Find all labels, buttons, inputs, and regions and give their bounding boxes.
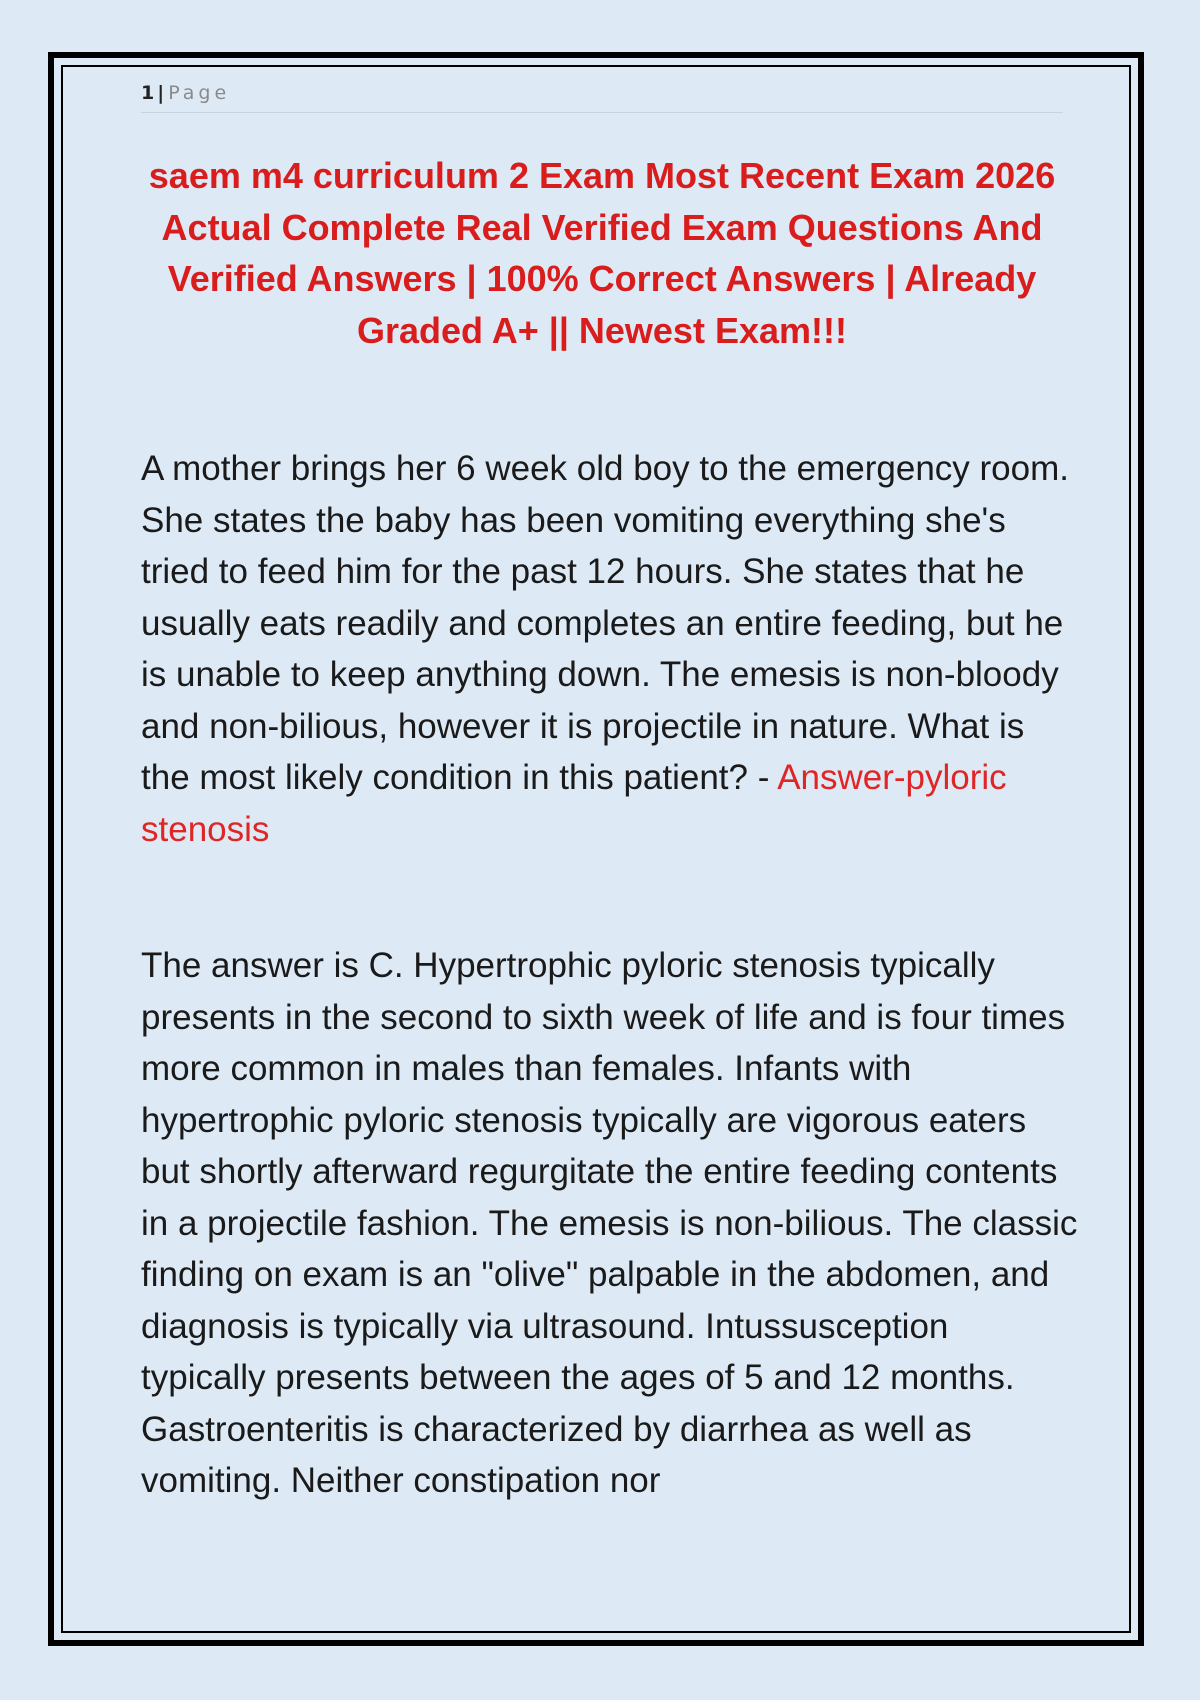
page-number: 1 [141, 82, 155, 104]
document-title: saem m4 curriculum 2 Exam Most Recent Exam 2026 Actual Complete Real Verified Exam Questions And Verified Answers | 100% Correct Answers | Already Graded A+ || Newest Exam!!! [148, 155, 1056, 351]
answer-text: Answer-pyloric stenosis [141, 758, 1007, 849]
question-text: A mother brings her 6 week old boy to the emergency room. She states the baby has been vomiting everything she's tried to feed him for the past 12 hours. She states that he usually eats readily and completes an entire feeding, but he is unable to keep anything down. The emesis is non-bloody and non-bilious, however it is projectile in nature. What is the most likely condition in this patient? - [141, 449, 1069, 797]
page-separator: | [157, 82, 165, 104]
page-header [141, 80, 1063, 113]
page-label: Page [168, 82, 231, 104]
explanation-paragraph: The answer is C. Hypertrophic pyloric stenosis typically presents in the second to sixth week of life and is four times more common in males than females. Infants with hypertrophic pyloric stenosis typically are vigorous eaters but shortly afterward regurgitate the entire feeding contents in a projectile fashion. The emesis is non-bilious. The classic finding on exam is an "olive" palpable in the abdomen, and diagnosis is typically via ultrasound. Intussusception typically presents between the ages of 5 and 12 months. Gastroenteritis is characterized by diarrhea as well as vomiting. Neither constipation nor [141, 946, 1078, 1500]
question-paragraph [141, 443, 1081, 855]
